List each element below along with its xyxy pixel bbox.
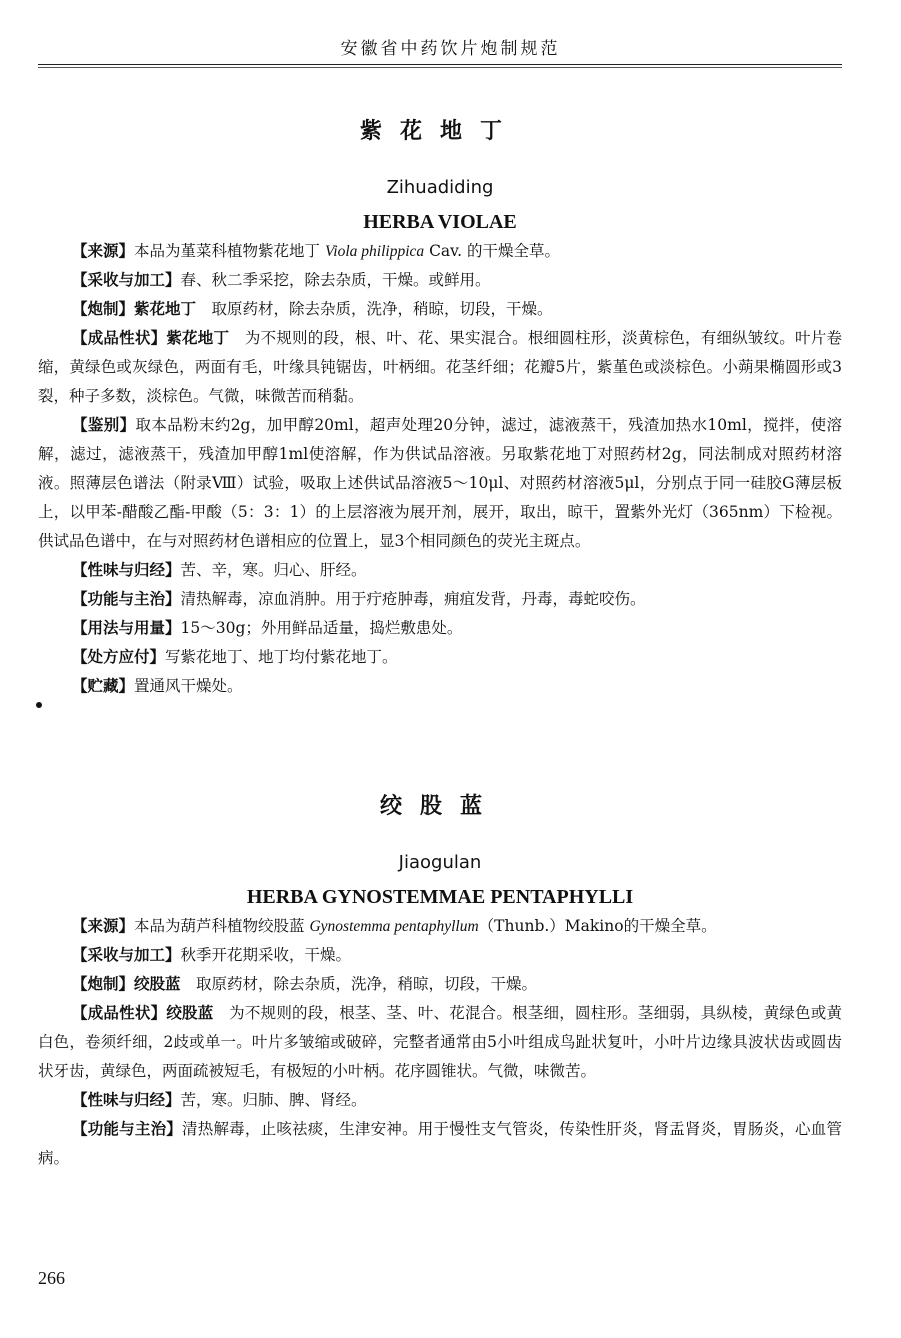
monograph-title-latin: HERBA VIOLAE <box>363 211 517 233</box>
header-divider-secondary <box>38 67 842 68</box>
source-text: 本品为葫芦科植物绞股蓝 <box>134 917 305 935</box>
section-label: 【处方应付】 <box>72 648 166 666</box>
section-sublabel: 紫花地丁 <box>166 329 230 347</box>
section-processing <box>38 970 842 999</box>
section-sublabel: 紫花地丁 <box>134 300 197 318</box>
section-prescription <box>38 643 842 672</box>
section-processing <box>38 295 842 324</box>
section-character <box>38 324 842 411</box>
section-sublabel: 绞股蓝 <box>166 1004 214 1022</box>
page-number: 266 <box>38 1268 65 1288</box>
section-text: 为不规则的段，根、叶、花、果实混合。根细圆柱形，淡黄棕色，有细纵皱纹。叶片卷缩，黄绿色或灰绿色，两面有毛，叶缘具钝锯齿，叶柄细。花茎纤细；花瓣5片，紫堇色或淡棕色。小蒴果椭圆形或3裂，种子多数，淡棕色。气微，味微苦而稍黏。 <box>38 329 842 405</box>
section-label: 【成品性状】 <box>72 329 167 347</box>
species-name: Gynostemma pentaphyllum <box>309 918 479 935</box>
running-header: 安徽省中药饮片炮制规范 <box>340 39 561 59</box>
section-source <box>38 237 842 266</box>
section-label: 【鉴别】 <box>72 416 136 434</box>
section-label: 【功能与主治】 <box>72 1120 183 1138</box>
section-sublabel: 绞股蓝 <box>134 975 181 993</box>
section-function <box>38 585 842 614</box>
section-function <box>38 1115 842 1173</box>
section-character <box>38 999 842 1086</box>
section-text: 为不规则的段，根茎、茎、叶、花混合。根茎细，圆柱形。茎细弱，具纵棱，黄绿色或黄白色，卷须纤细，2歧或单一。叶片多皱缩或破碎，完整者通常由5小叶组成鸟趾状复叶，小叶片边缘具波状齿或圆齿状牙齿，黄绿色，两面疏被短毛，有极短的小叶柄。花序圆锥状。气微，味微苦。 <box>38 1004 842 1080</box>
section-label: 【来源】 <box>72 242 135 260</box>
monograph-title-pinyin: Zihuadiding <box>386 177 494 198</box>
source-text-end: Cav. 的干燥全草。 <box>424 242 560 260</box>
section-source <box>38 912 842 941</box>
monograph-zihuadiding <box>38 117 842 701</box>
source-text: 本品为堇菜科植物紫花地丁 <box>134 242 321 260</box>
monograph-title-cn: 绞股蓝 <box>379 794 500 819</box>
section-harvest <box>38 941 842 970</box>
section-label: 【采收与加工】 <box>72 946 181 964</box>
section-label: 【炮制】 <box>72 975 135 993</box>
section-dosage <box>38 614 842 643</box>
section-text: 春、秋二季采挖，除去杂质，干燥。或鲜用。 <box>180 271 491 289</box>
species-name: Viola philippica <box>324 243 425 260</box>
section-label: 【功能与主治】 <box>72 590 181 608</box>
margin-dot-mark <box>36 702 42 708</box>
section-text: 取本品粉末约2g，加甲醇20ml，超声处理20分钟，滤过，滤液蒸干，残渣加热水10ml，搅拌，使溶解，滤过，滤液蒸干，残渣加甲醇1ml使溶解，作为供试品溶液。另取紫花地丁对照药材2g，同法制成对照药材溶液。照薄层色谱法（附录Ⅷ）试验，吸取上述供试品溶液5～10μl、对照药材溶液5μl，分别点于同一硅胶G薄层板上，以甲苯-醋酸乙酯-甲酸（5：3：1）的上层溶液为展开剂，展开，取出，晾干，置紫外光灯（365nm）下检视。供试品色谱中，在与对照药材色谱相应的位置上，显3个相同颜色的荧光主斑点。 <box>38 416 842 550</box>
section-text: 15～30g；外用鲜品适量，捣烂敷患处。 <box>180 619 463 637</box>
section-identification <box>38 411 842 556</box>
section-label: 【成品性状】 <box>72 1004 167 1022</box>
source-text-end: （Thunb.）Makino的干燥全草。 <box>478 917 717 935</box>
section-label: 【性味与归经】 <box>72 1091 181 1109</box>
section-nature <box>38 556 842 585</box>
monograph-title-latin: HERBA GYNOSTEMMAE PENTAPHYLLI <box>246 886 634 908</box>
section-text: 清热解毒，止咳祛痰，生津安神。用于慢性支气管炎，传染性肝炎，肾盂肾炎，胃肠炎，心血管病。 <box>38 1120 842 1167</box>
section-text: 写紫花地丁、地丁均付紫花地丁。 <box>165 648 398 666</box>
section-label: 【来源】 <box>72 917 135 935</box>
section-text: 取原药材，除去杂质，洗净，稍晾，切段，干燥。 <box>196 300 553 318</box>
section-text: 苦，寒。归肺、脾、肾经。 <box>180 1091 367 1109</box>
header-divider <box>38 64 842 65</box>
section-label: 【采收与加工】 <box>72 271 181 289</box>
section-nature <box>38 1086 842 1115</box>
section-text: 苦、辛，寒。归心、肝经。 <box>180 561 367 579</box>
section-harvest <box>38 266 842 295</box>
section-text: 清热解毒，凉血消肿。用于疔疮肿毒，痈疽发背，丹毒，毒蛇咬伤。 <box>180 590 646 608</box>
monograph-jiaogulan <box>38 792 842 1173</box>
monograph-title-pinyin: Jiaogulan <box>398 852 482 873</box>
section-label: 【炮制】 <box>72 300 135 318</box>
section-text: 秋季开花期采收，干燥。 <box>180 946 352 964</box>
section-storage <box>38 672 842 701</box>
section-text: 取原药材，除去杂质，洗净，稍晾，切段，干燥。 <box>180 975 538 993</box>
section-text: 置通风干燥处。 <box>134 677 243 695</box>
section-label: 【用法与用量】 <box>72 619 181 637</box>
section-label: 【贮藏】 <box>72 677 135 695</box>
monograph-title-cn: 紫花地丁 <box>359 119 520 144</box>
section-label: 【性味与归经】 <box>72 561 181 579</box>
